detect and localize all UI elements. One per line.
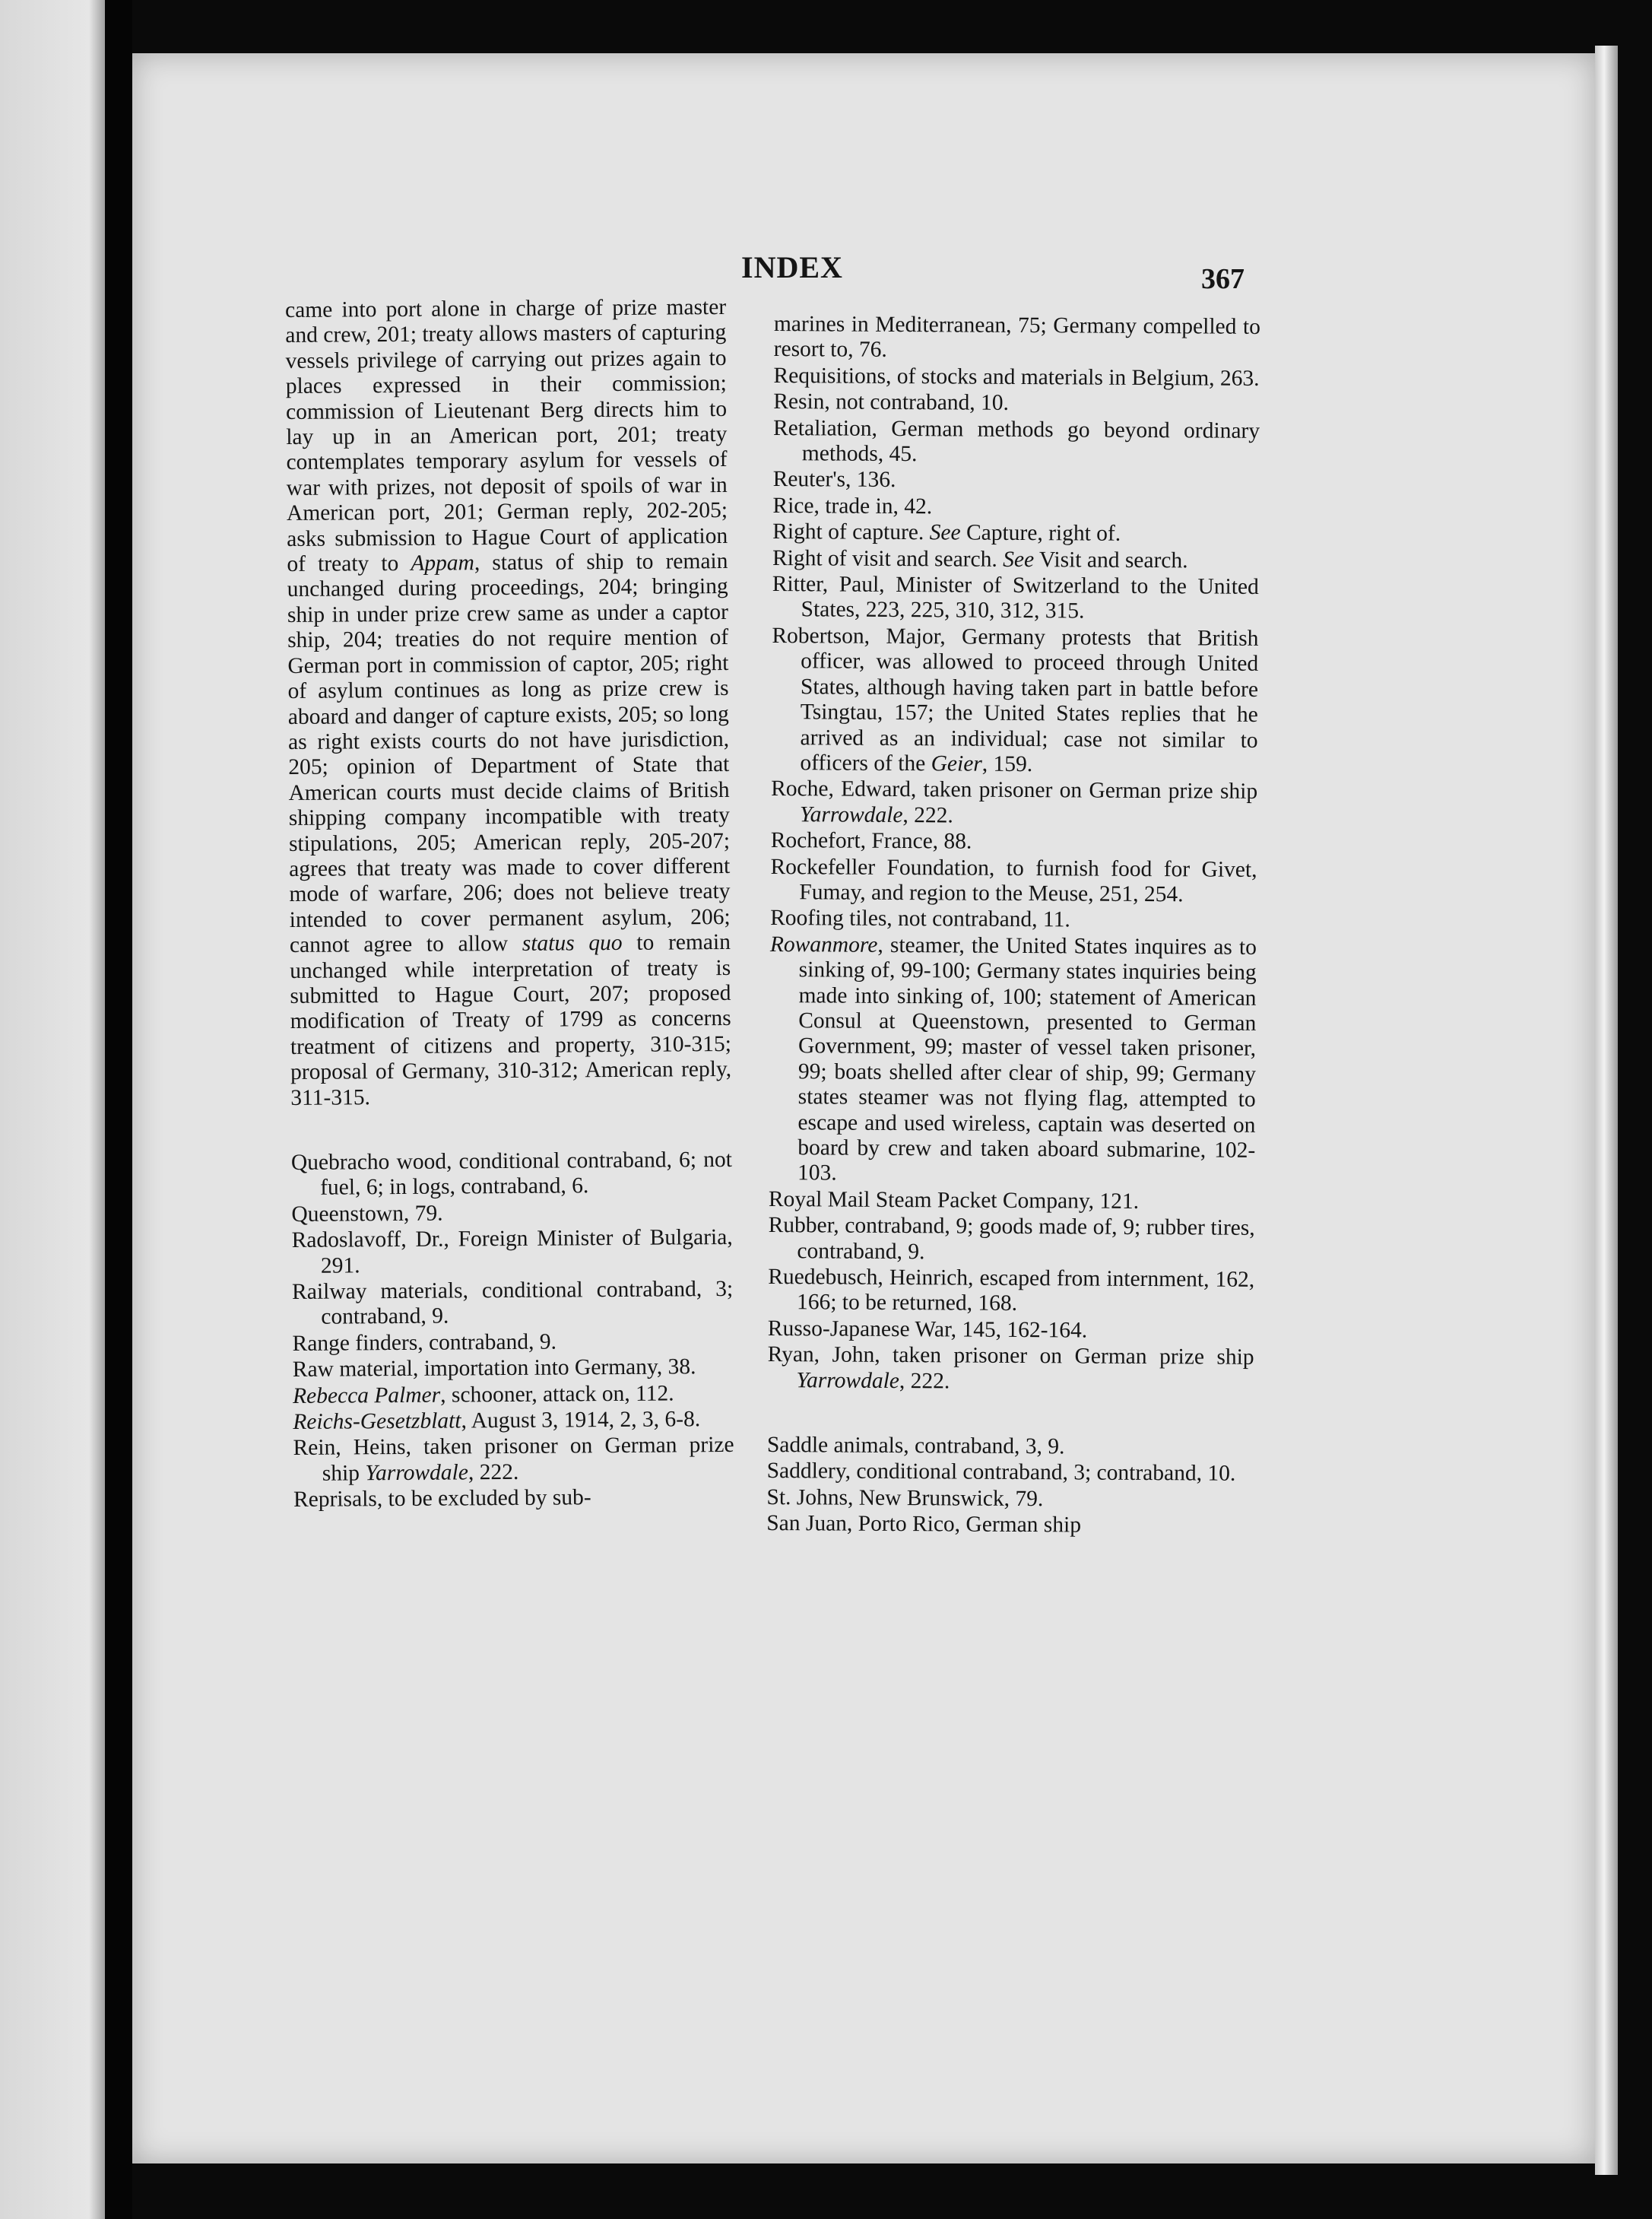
index-entry: Radoslavoff, Dr., Foreign Minister of Bulgaria, 291. [291,1225,733,1278]
index-entry: Right of capture. See Capture, right of. [772,519,1121,547]
index-entry: Ryan, John, taken prisoner on German prize ship Yarrowdale, 222. [767,1342,1254,1394]
index-entry: Reprisals, to be excluded by sub- [293,1485,591,1513]
index-entry: Roche, Edward, taken prisoner on German prize ship Yarrowdale, 222. [771,776,1258,828]
index-entry: Queenstown, 79. [291,1201,443,1227]
index-entry: Reichs-Gesetzblatt, August 3, 1914, 2, 3, 6-8. [293,1407,701,1435]
index-entry-continued: marines in Mediterranean, 75; Germany compelled to resort to, 76. [773,312,1260,363]
running-head: INDEX [741,250,843,284]
index-entry: Saddle animals, contraband, 3, 9. [766,1433,1065,1459]
index-entry: Russo-Japanese War, 145, 162-164. [767,1316,1088,1343]
index-entry: Robertson, Major, Germany protests that British officer, was allowed to proceed through United States, although having taken part in battle before Tsingtau, 157; the United States replies that he arrived as an individual; case not similar to officers of the Geier, 159. [772,623,1259,776]
book-gutter [105,0,132,2219]
index-entry: Quebracho wood, conditional contraband, 6; not fuel, 6; in logs, contraband, 6. [290,1147,733,1201]
index-entry: San Juan, Porto Rico, German ship [766,1511,1082,1538]
index-entry: Resin, not contraband, 10. [773,389,1010,416]
index-entry: Rice, trade in, 42. [772,493,933,519]
page-number: 367 [1201,263,1245,295]
index-entry: Rein, Heins, taken prisoner on German prize ship Yarrowdale, 222. [293,1433,734,1486]
index-entry: Rowanmore, steamer, the United States inquires as to sinking of, 99-100; Germany states inquiries being made into sinking of, 100; statement of American Consul at Queenstown, presented to German Government, 99; master of vessel taken prisoner, 99; boats shelled after clear of ship, 99; Germany states steamer was not flying flag, attempted to escape and used wireless, captain was deserted on board by crew and taken aboard submarine, 102-103. [769,932,1257,1186]
index-entry: Raw material, importation into Germany, 38. [292,1354,696,1383]
index-entry: Rubber, contraband, 9; goods made of, 9; rubber tires, contraband, 9. [768,1213,1255,1264]
index-entry: Requisitions, of stocks and materials in Belgium, 263. [773,363,1260,391]
index-entry: Right of visit and search. See Visit and search. [772,545,1188,573]
index-entry: Ritter, Paul, Minister of Switzerland to the United States, 223, 225, 310, 312, 315. [772,572,1259,624]
index-column-right [766,312,1260,1541]
index-entry: Rockefeller Foundation, to furnish food for Givet, Fumay, and region to the Meuse, 251, 254. [770,854,1257,907]
index-entry: Royal Mail Steam Packet Company, 121. [768,1186,1140,1214]
index-entry: St. Johns, New Brunswick, 79. [766,1484,1044,1512]
index-entry-continued: came into port alone in charge of prize master and crew, 201; treaty allows masters of capturing vessels privilege of carrying out prizes again to places expressed in their commission; commission of Lieutenant Berg directs him to lay up in an American port, 201; treaty contemplates temporary asylum for vessels of war with prizes, not deposit of spoils of war in American port, 201; German reply, 202-205; asks submission to Hague Court of application of treaty to Appam, status of ship to remain unchanged during proceedings, 204; bringing ship in under prize crew same as under a captor ship, 204; treaties do not require mention of German port in commission of captor, 205; right of asylum continues as long as prize crew is aboard and danger of capture exists, 205; so long as right exists courts do not have jurisdiction, 205; opinion of Department of State that American courts must decide claims of British shipping company incompatible with treaty stipulations, 205; American reply, 205-207; agrees that treaty was made to cover different mode of warfare, 206; does not believe treaty intended to cover permanent asylum, 206; cannot agree to allow status quo to remain unchanged while interpretation of treaty is submitted to Hague Court, 207; proposed modification of Treaty of 1799 as concerns treatment of citizens and property, 310-315; proposal of Germany, 310-312; American reply, 311-315. [285,294,732,1110]
page-edge-stack [1595,46,1618,2175]
index-entry: Range finders, contraband, 9. [292,1329,557,1356]
index-column-left [285,295,734,1514]
index-entry: Railway materials, conditional contraband, 3; contraband, 9. [292,1276,734,1330]
index-entry: Retaliation, German methods go beyond ordinary methods, 45. [772,415,1260,467]
index-entry: Reuter's, 136. [772,467,896,493]
facing-page-edge [0,0,105,2219]
index-entry: Ruedebusch, Heinrich, escaped from internment, 162, 166; to be returned, 168. [768,1265,1255,1316]
index-entry: Roofing tiles, not contraband, 11. [770,906,1070,932]
index-entry: Saddlery, conditional contraband, 3; contraband, 10. [766,1459,1236,1487]
index-entry: Rochefort, France, 88. [770,828,972,854]
index-entry: Rebecca Palmer, schooner, attack on, 112. [292,1381,674,1408]
